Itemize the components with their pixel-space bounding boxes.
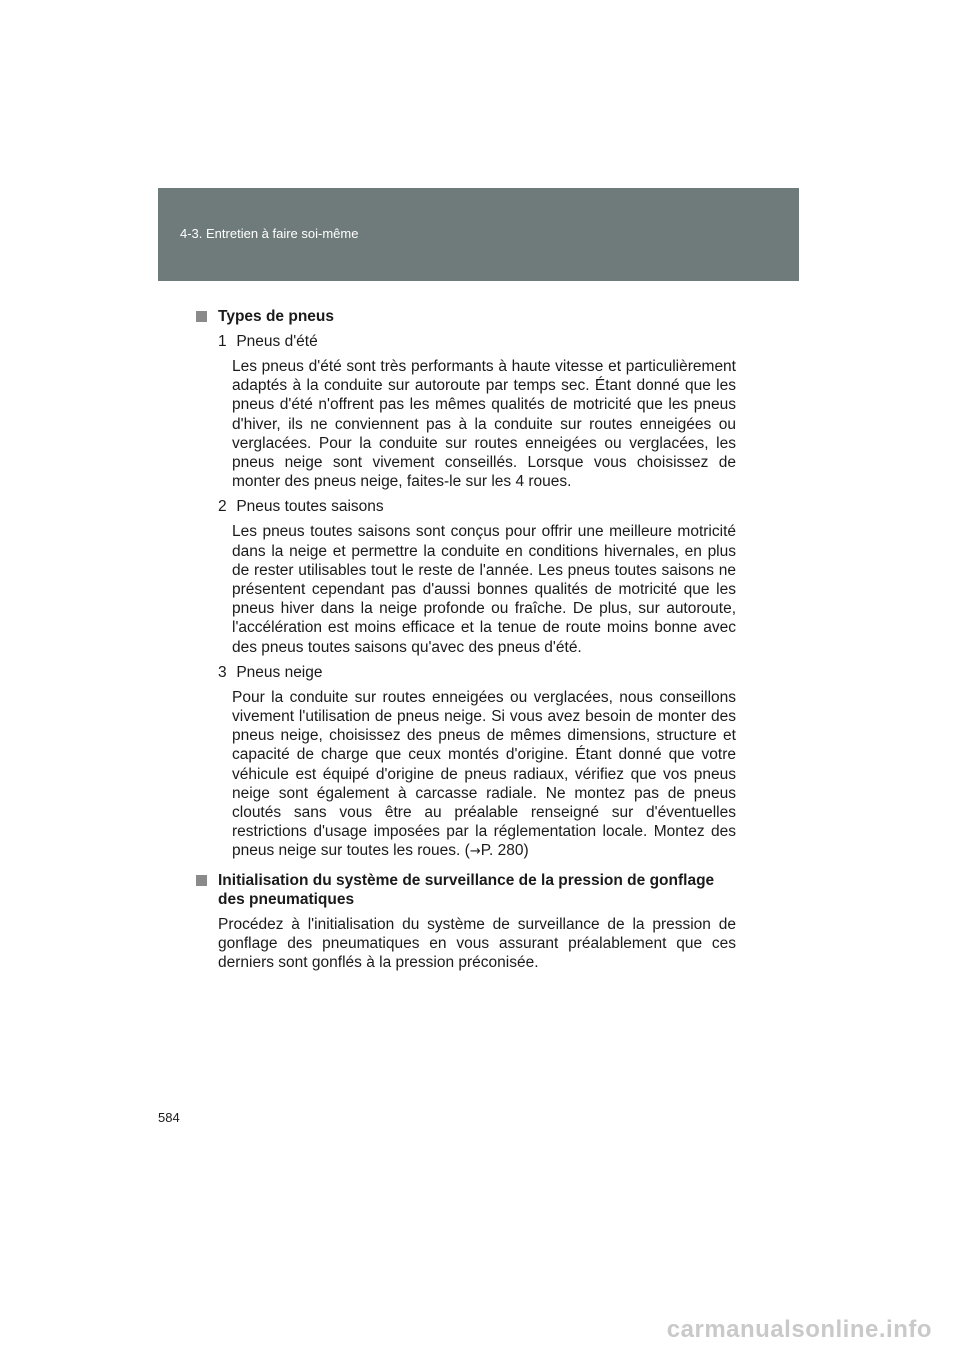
item-number: 3: [218, 663, 227, 681]
page-number: 584: [158, 1110, 180, 1125]
section-heading-text: Initialisation du système de surveillance de la pression de gonflage des pneumatiques: [218, 871, 715, 908]
chapter-section-title: 4-3. Entretien à faire soi-même: [180, 226, 359, 241]
section-heading-text: Types de pneus: [218, 308, 334, 325]
square-bullet-icon: [196, 311, 207, 322]
item-title-text: Pneus d'été: [236, 333, 318, 350]
page-content: [196, 307, 736, 972]
item-text-body: Pour la conduite sur routes enneigées ou verglacées, nous conseillons vivement l'utilisation de pneus neige. Si vous avez besoin de monter des pneus neige, choisissez des pneus de mêmes dimensions, structure et capacité de charge que ceux montés d'origine. Étant donné que votre véhicule est équipé d'origine de pneus radiaux, vérifiez que vos pneus neige sont également à carcasse radiale. Ne montez pas de pneus cloutés sans vous être au préalable renseigné sur d'éventuelles restrictions d'usage imposées par la réglementation locale. Montez des pneus neige sur toutes les roues. (: [232, 688, 736, 860]
page-reference-link[interactable]: P. 280): [480, 842, 529, 860]
item-text-all-season-tires: Les pneus toutes saisons sont conçus pour offrir une meilleure motricité dans la neige et permettre la conduite en conditions hivernales, en plus de rester utilisables tout le reste de l'année. Les pneus toutes saisons ne présentent cependant pas d'aussi bonnes qualités de motricité que les pneus hiver dans la neige profonde ou fraîche. De plus, sur autoroute, l'accélération est moins efficace et la tenue de route moins bonne avec des pneus toutes saisons qu'avec des pneus d'été.: [232, 523, 736, 656]
chapter-header-band: [158, 188, 799, 281]
item-number: 2: [218, 498, 227, 516]
item-title-snow-tires: [196, 663, 736, 682]
item-title-all-season-tires: [196, 497, 736, 516]
section-heading-tpms-init: [196, 871, 736, 909]
item-title-text: Pneus neige: [236, 663, 323, 681]
item-text-summer-tires: Les pneus d'été sont très performants à haute vitesse et particulièrement adaptés à la conduite sur autoroute par temps sec. Étant donné que les pneus d'été n'offrent pas les mêmes qualités de motricité que les pneus d'hiver, ils ne conviennent pas à la conduite sur routes enneigées ou verglacées. Pour la conduite sur routes enneigées ou verglacées, les pneus neige sont vivement conseillés. Lorsque vous choisissez de monter des pneus neige, faites-le sur les 4 roues.: [232, 358, 736, 491]
watermark-logo: carmanualsonline.info: [666, 1316, 932, 1343]
item-number: 1: [218, 333, 227, 350]
item-title-text: Pneus toutes saisons: [236, 498, 384, 516]
square-bullet-icon: [196, 875, 207, 886]
item-text-snow-tires: [196, 688, 736, 862]
item-title-summer-tires: [196, 332, 736, 351]
right-arrow-icon: →: [469, 844, 481, 860]
section-heading-tire-types: [196, 307, 736, 326]
section-text-tpms-init: Procédez à l'initialisation du système de surveillance de la pression de gonflage des pneumatiques en vous assurant préalablement que ces derniers sont gonflés à la pression préconisée.: [218, 915, 736, 972]
